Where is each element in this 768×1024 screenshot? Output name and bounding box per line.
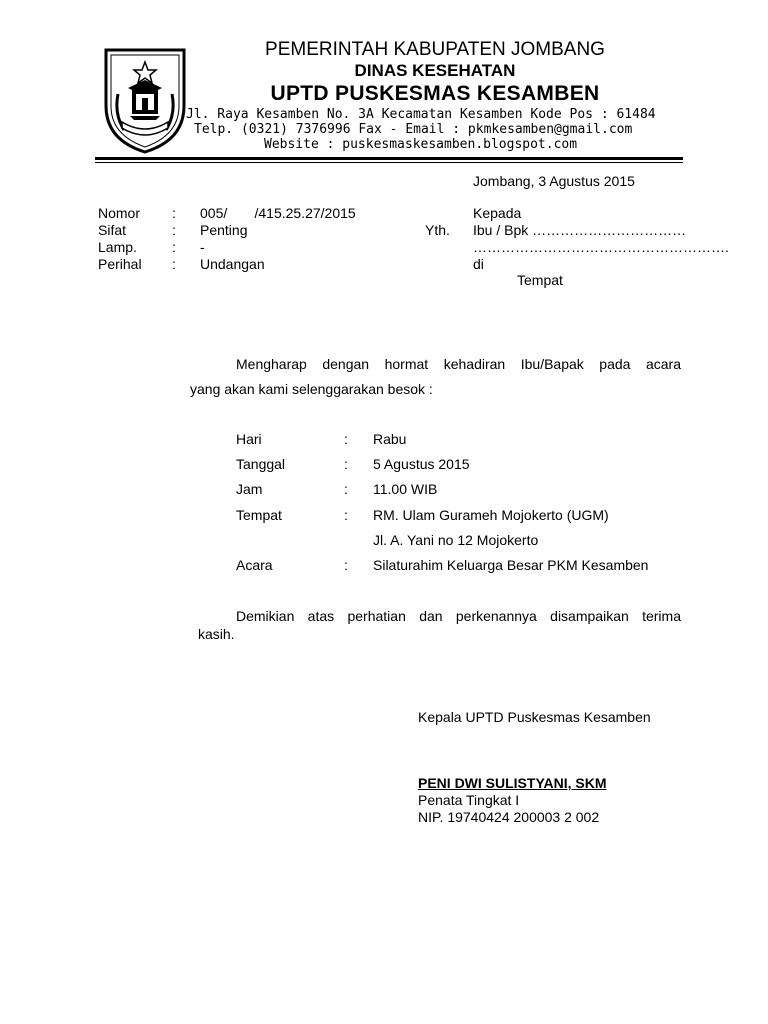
meta-value: 005/ /415.25.27/2015 (200, 205, 356, 221)
detail-sep: : (344, 507, 348, 523)
opening-paragraph: Mengharap dengan hormat kehadiran Ibu/Bapak pada acara (236, 356, 681, 372)
letterhead-institution: UPTD PUSKESMAS KESAMBEN (270, 82, 600, 105)
detail-value: RM. Ulam Gurameh Mojokerto (UGM) (373, 507, 609, 523)
recipient-kepada: Kepada (473, 205, 522, 221)
detail-label: Acara (236, 557, 273, 573)
letterhead-department: DINAS KESEHATAN (354, 61, 516, 80)
signatory-title: Kepala UPTD Puskesmas Kesamben (418, 709, 651, 725)
meta-label: Perihal (98, 256, 142, 272)
meta-sep: : (172, 222, 176, 238)
letterhead-contact: Telp. (0321) 7376996 Fax - Email : pkmkesamben@gmail.com (194, 122, 633, 137)
meta-value: - (200, 239, 205, 255)
meta-sep: : (172, 256, 176, 272)
signatory-nip: NIP. 19740424 200003 2 002 (418, 809, 600, 825)
detail-label: Hari (236, 431, 262, 447)
detail-value: 11.00 WIB (373, 481, 438, 497)
signatory-rank: Penata Tingkat I (418, 792, 520, 808)
letterhead-website: Website : puskesmaskesamben.blogspot.com (264, 137, 578, 152)
recipient-name-line: Ibu / Bpk …………………………… (473, 222, 687, 238)
detail-sep: : (344, 481, 348, 497)
letterhead-address: Jl. Raya Kesamben No. 3A Kecamatan Kesamben Kode Pos : 61484 (186, 107, 656, 122)
header-divider-thick (95, 157, 683, 160)
meta-label: Sifat (98, 222, 127, 238)
header-divider-thin (95, 162, 683, 163)
closing-paragraph-cont: kasih. (198, 626, 235, 642)
letter-date: Jombang, 3 Agustus 2015 (473, 173, 635, 189)
detail-sep: : (344, 557, 348, 573)
signatory-name: PENI DWI SULISTYANI, SKM (418, 775, 607, 791)
detail-label: Tanggal (236, 456, 286, 472)
detail-value: Jl. A. Yani no 12 Mojokerto (373, 532, 539, 548)
detail-value: 5 Agustus 2015 (373, 456, 470, 472)
recipient-yth: Yth. (425, 222, 450, 238)
meta-label: Nomor (98, 205, 141, 221)
opening-paragraph-cont: yang akan kami selenggarakan besok : (190, 381, 433, 397)
closing-paragraph: Demikian atas perhatian dan perkenannya disampaikan terima (236, 608, 681, 624)
meta-value: Undangan (200, 256, 265, 272)
letterhead-government: PEMERINTAH KABUPATEN JOMBANG (265, 39, 605, 60)
meta-sep: : (172, 239, 176, 255)
detail-label: Tempat (236, 507, 282, 523)
regency-emblem-icon (100, 44, 190, 156)
recipient-di: di (473, 256, 484, 272)
meta-sep: : (172, 205, 176, 221)
meta-value: Penting (200, 222, 248, 238)
detail-sep: : (344, 431, 348, 447)
meta-label: Lamp. (98, 239, 137, 255)
recipient-address-line: ………………………………………………. (473, 239, 729, 255)
detail-label: Jam (236, 481, 263, 497)
recipient-tempat: Tempat (517, 272, 563, 288)
detail-value: Rabu (373, 431, 407, 447)
detail-sep: : (344, 456, 348, 472)
detail-value: Silaturahim Keluarga Besar PKM Kesamben (373, 557, 649, 573)
